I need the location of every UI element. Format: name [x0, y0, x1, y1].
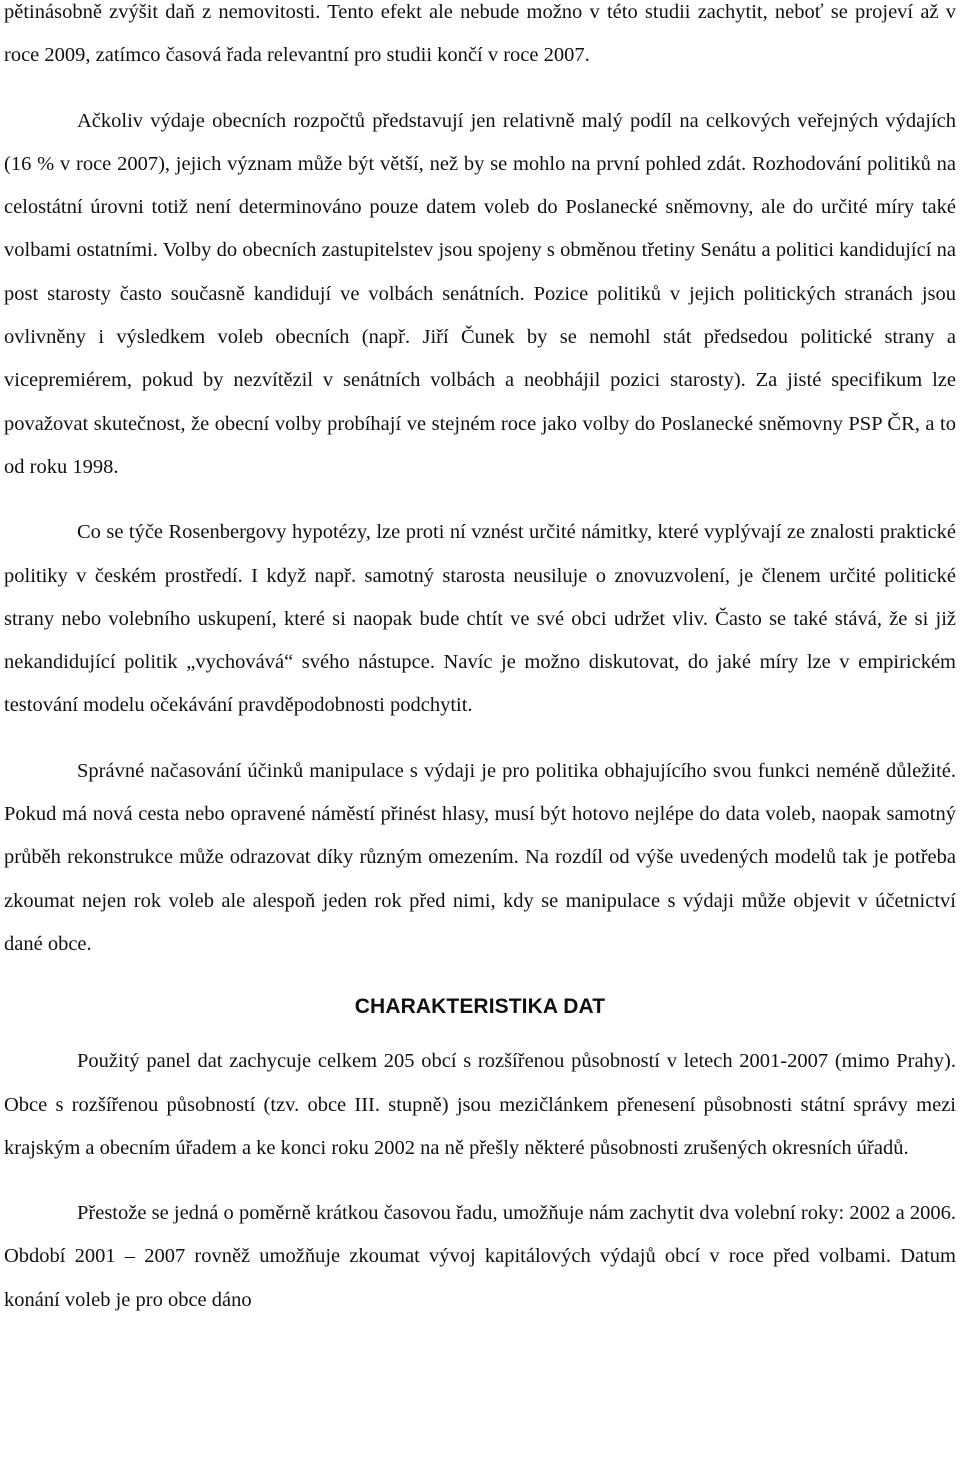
- paragraph-timing: Správné načasování účinků manipulace s výdaji je pro politika obhajujícího svou funkci neméně důležité. Pokud má nová cesta nebo opravené náměstí přinést hlasy, musí být hotovo nejlépe do data voleb, naopak samotný průběh rekonstrukce může odrazovat díky různým omezením. Na rozdíl od výše uvedených modelů tak je potřeba zkoumat nejen rok voleb ale alespoň jeden rok před nimi, kdy se manipulace s výdaji může objevit v účetnictví dané obce.: [4, 759, 956, 955]
- paragraph-gap: [4, 728, 956, 750]
- paragraph-data-panel: Použitý panel dat zachycuje celkem 205 obcí s rozšířenou působností v letech 2001-2007 (mimo Prahy). Obce s rozšířenou působností (tzv. obce III. stupně) jsou mezičlánkem přenesení působnosti státní správy mezi krajským a obecním úřadem a ke konci roku 2002 na ně přešly některé působnosti zrušených okresních úřadů.: [4, 1050, 956, 1159]
- paragraph-gap: [4, 489, 956, 511]
- paragraph-time-series: Přestože se jedná o poměrně krátkou časovou řadu, umožňuje nám zachytit dva volební roky: 2002 a 2006. Období 2001 – 2007 rovněž umožňuje zkoumat vývoj kapitálových výdajů obcí v roce před volbami. Datum konání voleb je pro obce dáno: [4, 1202, 956, 1311]
- paragraph-gap: [4, 78, 956, 100]
- paragraph-continuation: pětinásobně zvýšit daň z nemovitosti. Tento efekt ale nebude možno v této studii zachytit, neboť se projeví až v roce 2009, zatímco časová řada relevantní pro studii končí v roce 2007.: [4, 1, 956, 67]
- paragraph-budget-significance: Ačkoliv výdaje obecních rozpočtů představují jen relativně malý podíl na celkových veřejných výdajích (16 % v roce 2007), jejich význam může být větší, než by se mohlo na první pohled zdát. Rozhodování politiků na celostátní úrovni totiž není determinováno pouze datem voleb do Poslanecké sněmovny, ale do určité míry také volbami ostatními. Volby do obecních zastupitelstev jsou spojeny s obměnou třetiny Senátu a politici kandidující na post starosty často současně kandidují ve volbách senátních. Pozice politiků v jejich politických stranách jsou ovlivněny i výsledkem voleb obecních (např. Jiří Čunek by se nemohl stát předsedou politické strany a vicepremiérem, pokud by nezvítězil v senátních volbách a neobhájil pozici starosty). Za jisté specifikum lze považovat skutečnost, že obecní volby probíhají ve stejném roce jako volby do Poslanecké sněmovny PSP ČR, a to od roku 1998.: [4, 109, 956, 478]
- section-heading: CHARAKTERISTIKA DAT: [354, 995, 606, 1019]
- paragraph-gap: [4, 1170, 956, 1192]
- paragraph-rosenberg-hypothesis: Co se týče Rosenbergovy hypotézy, lze proti ní vznést určité námitky, které vyplývají ze znalosti praktické politiky v českém prostředí. I když např. samotný starosta neusiluje o znovuzvolení, je členem určité politické strany nebo volebního uskupení, které si naopak bude chtít ve své obci udržet vliv. Často se také stává, že si již nekandidující politik „vychovává“ svého nástupce. Navíc je možno diskutovat, do jaké míry lze v empirickém testování modelu očekávání pravděpodobnosti podchytit.: [4, 521, 956, 717]
